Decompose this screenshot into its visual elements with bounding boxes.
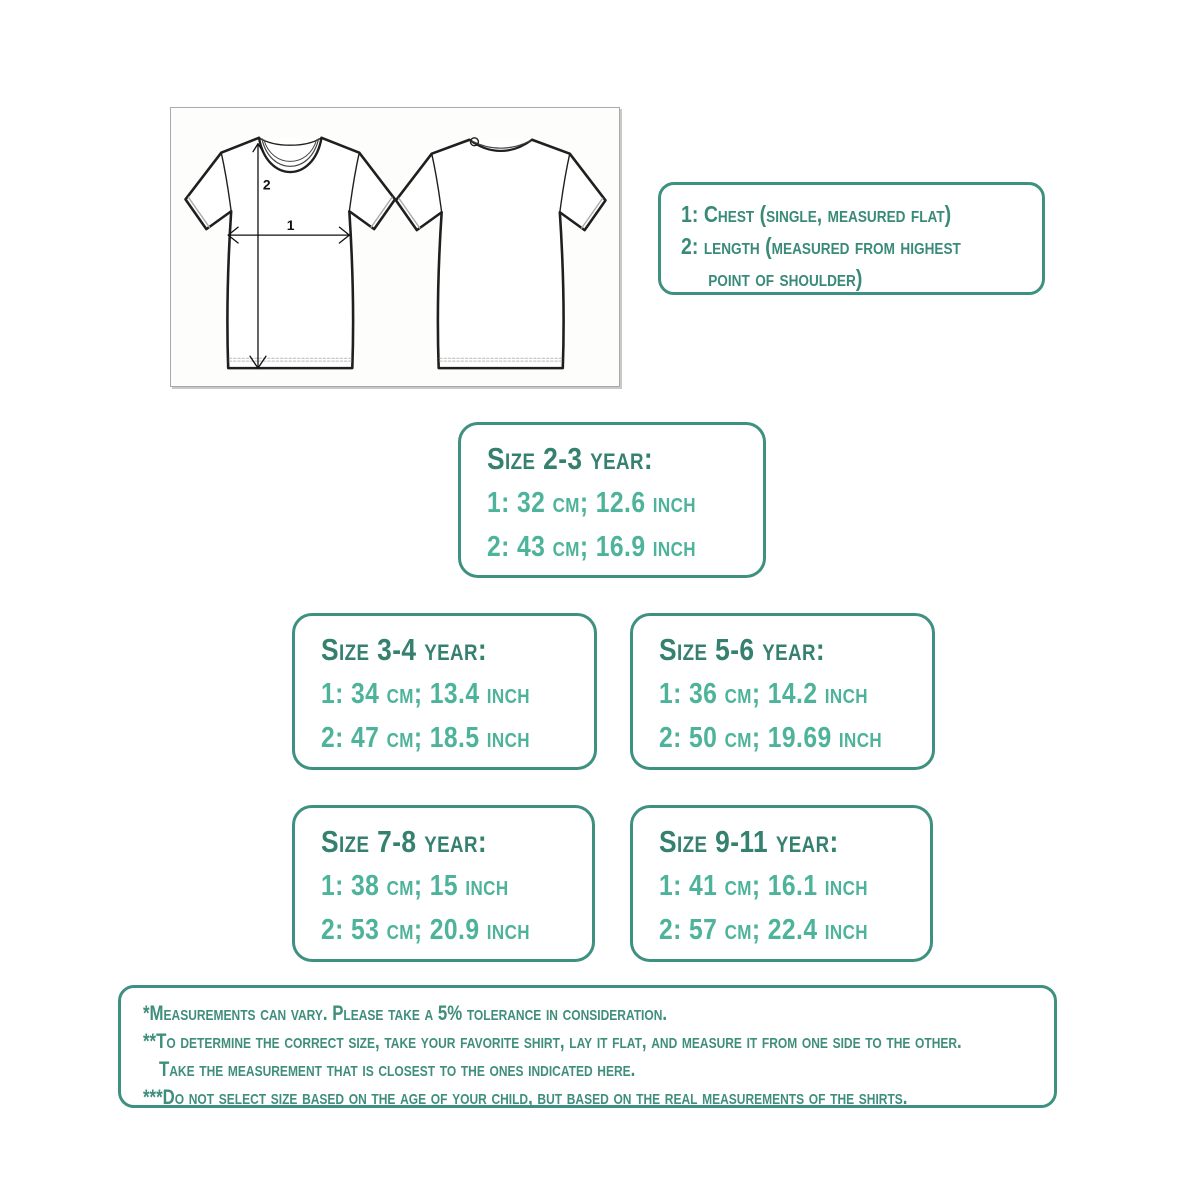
note-how-to-measure: **To determine the correct size, take your favorite shirt, lay it flat, and measure it from one side to the other. bbox=[143, 1030, 962, 1053]
size-chest-value: 1: 38 cm; 15 inch bbox=[321, 870, 509, 902]
measurement-legend-box bbox=[658, 182, 1045, 295]
size-box-2-3-year bbox=[458, 422, 766, 578]
size-length-value: 2: 53 cm; 20.9 inch bbox=[321, 914, 530, 946]
back-tee-outline bbox=[396, 140, 605, 368]
tshirt-diagram-panel bbox=[170, 107, 620, 387]
size-length-value: 2: 43 cm; 16.9 inch bbox=[487, 531, 696, 563]
note-tolerance: *Measurements can vary. Please take a 5% tolerance in consideration. bbox=[143, 1002, 668, 1025]
size-chest-value: 1: 34 cm; 13.4 inch bbox=[321, 678, 530, 710]
size-title: Size 5-6 year: bbox=[659, 632, 826, 667]
footnotes-box bbox=[118, 985, 1057, 1108]
size-chest-value: 1: 32 cm; 12.6 inch bbox=[487, 487, 696, 519]
size-title: Size 9-11 year: bbox=[659, 824, 839, 859]
tshirt-diagram bbox=[171, 108, 619, 386]
length-arrow-label: 2 bbox=[262, 176, 271, 193]
size-chest-value: 1: 41 cm; 16.1 inch bbox=[659, 870, 868, 902]
size-length-value: 2: 50 cm; 19.69 inch bbox=[659, 722, 883, 754]
note-how-to-measure-cont: Take the measurement that is closest to the ones indicated here. bbox=[159, 1058, 636, 1081]
size-title: Size 3-4 year: bbox=[321, 632, 488, 667]
size-box-7-8-year bbox=[292, 805, 595, 962]
note-age-warning: ***Do not select size based on the age of your child, but based on the real measurements of the shirts. bbox=[143, 1086, 908, 1109]
chest-arrow-label: 1 bbox=[286, 217, 295, 234]
size-title: Size 2-3 year: bbox=[487, 441, 654, 476]
size-title: Size 7-8 year: bbox=[321, 824, 488, 859]
size-box-3-4-year bbox=[292, 613, 597, 770]
size-chest-value: 1: 36 cm; 14.2 inch bbox=[659, 678, 868, 710]
legend-line-length: 2: length (measured from highest bbox=[681, 233, 961, 259]
size-length-value: 2: 47 cm; 18.5 inch bbox=[321, 722, 530, 754]
size-length-value: 2: 57 cm; 22.4 inch bbox=[659, 914, 868, 946]
legend-line-chest: 1: Chest (single, measured flat) bbox=[681, 201, 952, 227]
legend-line-length-cont: point of shoulder) bbox=[708, 265, 863, 291]
size-box-9-11-year bbox=[630, 805, 933, 962]
size-box-5-6-year bbox=[630, 613, 935, 770]
